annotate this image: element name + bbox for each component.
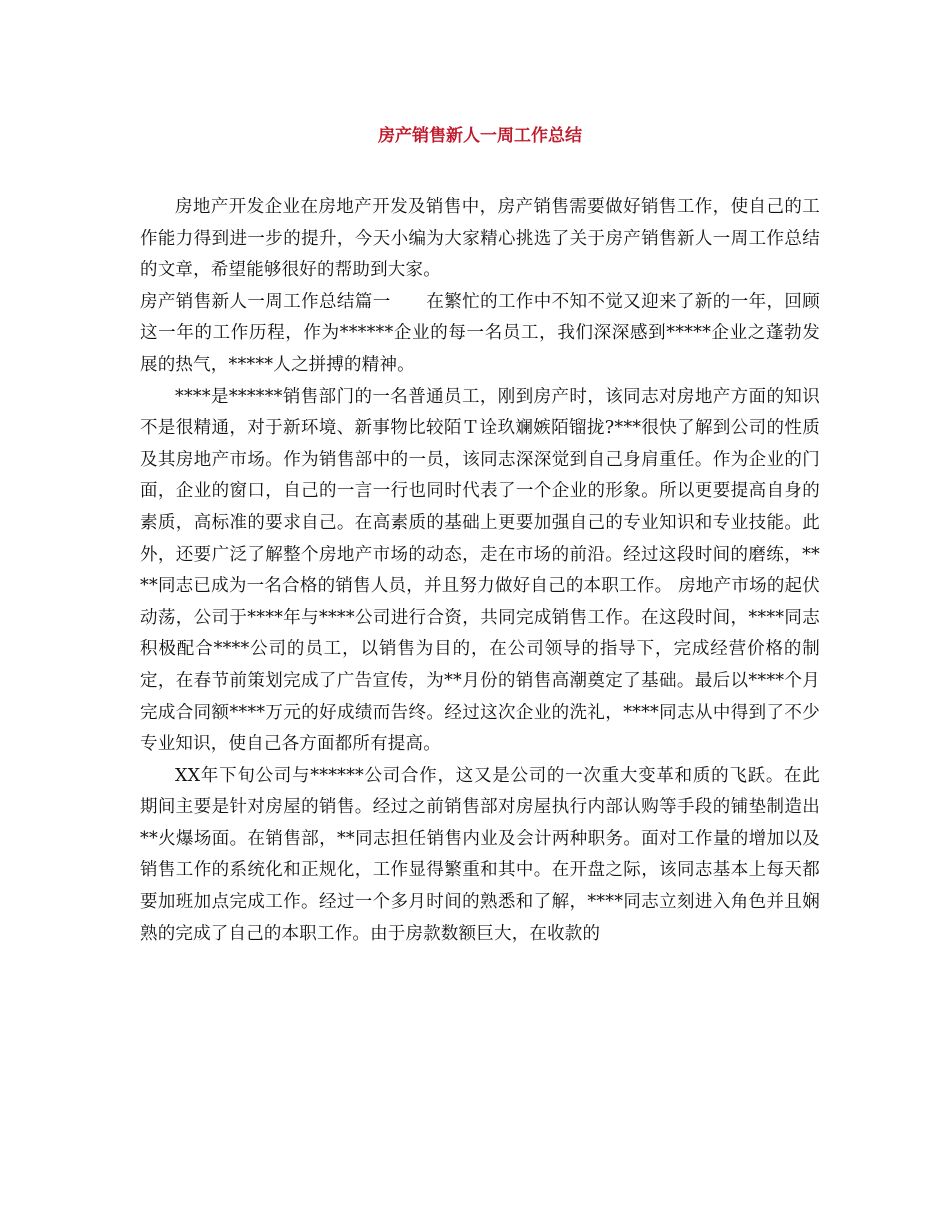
paragraph-cooperation: XX年下旬公司与******公司合作，这又是公司的一次重大变革和质的飞跃。在此期间主要是针对房屋的销售。经过之前销售部对房屋执行内部认购等手段的铺垫制造出**火爆场面。在销售部，**同志担任销售内业及会计两种职务。面对工作量的增加以及销售工作的系统化和正规化，工作显得繁重和其中。在开盘之际，该同志基本上每天都要加班加点完成工作。经过一个多月时间的熟悉和了解，****同志立刻进入角色并且娴熟的完成了自己的本职工作。由于房款数额巨大，在收款的: [140, 765, 820, 944]
paragraph-intro: 房地产开发企业在房地产开发及销售中，房产销售需要做好销售工作，使自己的工作能力得到进一步的提升，今天小编为大家精心挑选了关于房产销售新人一周工作总结的文章，希望能够很好的帮助到大家。: [140, 197, 820, 281]
document-page: [140, 0, 820, 1230]
document-body: [140, 192, 820, 950]
paragraph-employee: ****是******销售部门的一名普通员工，刚到房产时，该同志对房地产方面的知识不是很精通，对于新环境、新事物比较陌Ｔ诠玖斓嫉陌镏拢?***很快了解到公司的性质及其房地产市场。作为销售部中的一员，该同志深深觉到自己身肩重任。作为企业的门面，企业的窗口，自己的一言一行也同时代表了一个企业的形象。所以更要提高自身的素质，高标准的要求自己。在高素质的基础上更要加强自己的专业知识和专业技能。此外，还要广泛了解整个房地产市场的动态，走在市场的前沿。经过这段时间的磨练，****同志已成为一名合格的销售人员，并且努力做好自己的本职工作。 房地产市场的起伏动荡，公司于****年与****公司进行合资，共同完成销售工作。在这段时间，****同志积极配合****公司的员工，以销售为目的，在公司领导的指导下，完成经营价格的制定，在春节前策划完成了广告宣传，为**月份的销售高潮奠定了基础。最后以****个月完成合同额****万元的好成绩而告终。经过这次企业的洗礼，****同志从中得到了不少专业知识，使自己各方面都所有提高。: [140, 386, 820, 755]
document-title: 房产销售新人一周工作总结: [378, 126, 582, 146]
paragraph-part-one: 房产销售新人一周工作总结篇一 在繁忙的工作中不知不觉又迎来了新的一年，回顾这一年的工作历程，作为******企业的每一名员工，我们深深感到*****企业之蓬勃发展的热气，*****人之拼搏的精神。: [140, 291, 820, 375]
